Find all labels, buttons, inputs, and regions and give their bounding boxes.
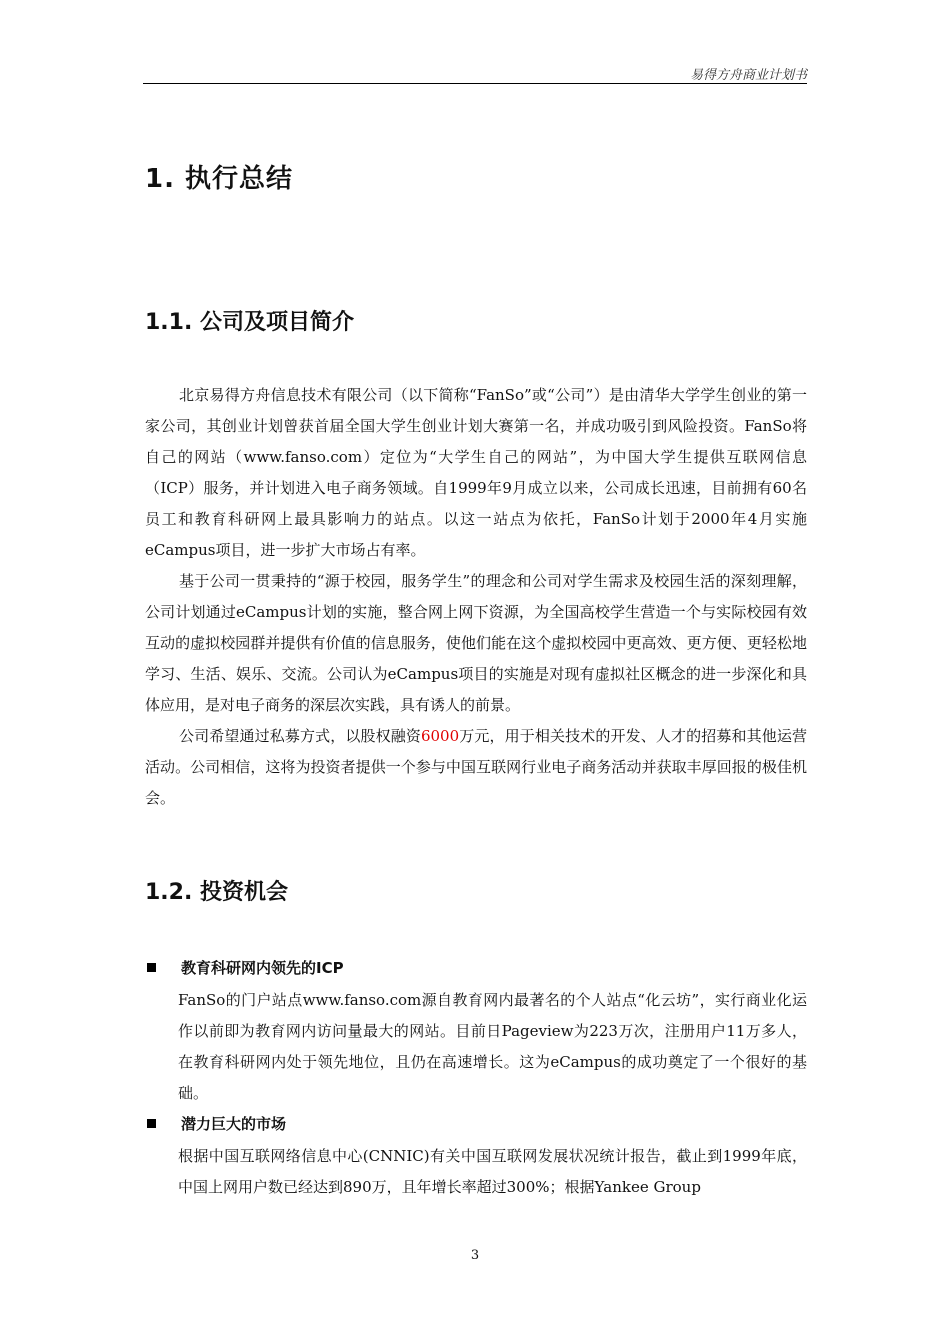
bullet-heading: 教育科研网内领先的ICP [181,958,344,977]
bullet-square-icon [147,1119,156,1128]
financing-text-before: 公司希望通过私募方式，以股权融资 [179,727,421,745]
section-1-1-body [145,380,807,814]
bullet-item [145,955,807,1109]
bullet-square-icon [147,963,156,972]
header-title: 易得方舟商业计划书 [689,68,807,83]
financing-amount: 6000 [420,727,460,745]
bullet-heading: 潜力巨大的市场 [181,1114,287,1133]
section-1-heading: 1. 执行总结 [145,164,294,194]
bullet-body: 根据中国互联网络信息中心(CNNIC)有关中国互联网发展状况统计报告，截止到1999年底，中国上网用户数已经达到890万，且年增长率超过300%；根据Yankee Group [178,1147,807,1196]
section-1-1-heading: 1.1. 公司及项目简介 [145,310,354,335]
financing-text-after: 万元，用于相关技术的开发、人才的招募和其他运营活动。公司相信，这将为投资者提供一个参与中国互联网行业电子商务活动并获取丰厚回报的极佳机会。 [145,727,807,807]
header-rule [143,83,807,84]
bullet-body: FanSo的门户站点www.fanso.com源自教育网内最著名的个人站点“化云坊”，实行商业化运作以前即为教育网内访问量最大的网站。目前日Pageview为223万次，注册用户11万多人，在教育科研网内处于领先地位，且仍在高速增长。这为eCampus的成功奠定了一个很好的基础。 [178,991,807,1102]
paragraph-financing [145,721,807,814]
bullet-item [145,1111,807,1203]
section-1-2-heading: 1.2. 投资机会 [145,880,288,905]
paragraph-company-intro: 北京易得方舟信息技术有限公司（以下简称“FanSo”或“公司”）是由清华大学学生创业的第一家公司，其创业计划曾获首届全国大学生创业计划大赛第一名，并成功吸引到风险投资。FanSo将自己的网站（www.fanso.com）定位为“大学生自己的网站”，为中国大学生提供互联网信息（ICP）服务，并计划进入电子商务领域。自1999年9月成立以来，公司成长迅速，目前拥有60名员工和教育科研网上最具影响力的站点。以这一站点为依托，FanSo计划于2000年4月实施eCampus项目，进一步扩大市场占有率。 [145,386,807,559]
page-number: 3 [470,1248,480,1263]
paragraph-ecampus-plan: 基于公司一贯秉持的“源于校园，服务学生”的理念和公司对学生需求及校园生活的深刻理解，公司计划通过eCampus计划的实施，整合网上网下资源，为全国高校学生营造一个与实际校园有效互动的虚拟校园群并提供有价值的信息服务，使他们能在这个虚拟校园中更高效、更方便、更轻松地学习、生活、娱乐、交流。公司认为eCampus项目的实施是对现有虚拟社区概念的进一步深化和具体应用，是对电子商务的深层次实践，具有诱人的前景。 [145,572,807,714]
